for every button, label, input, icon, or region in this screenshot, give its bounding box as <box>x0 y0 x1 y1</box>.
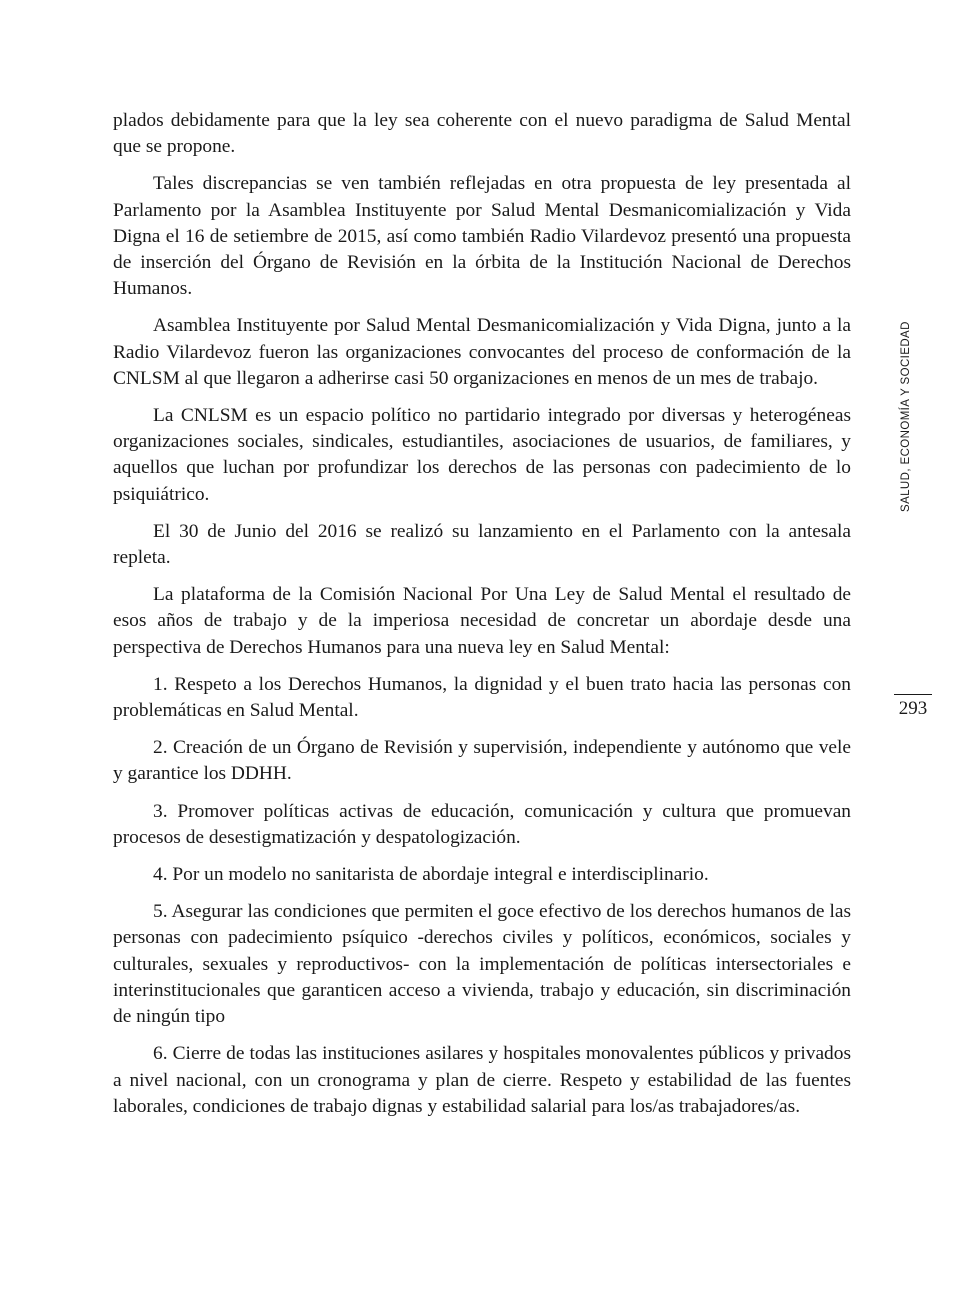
list-item-1: 1. Respeto a los Derechos Humanos, la dignidad y el buen trato hacia las personas con problemáticas en Salud Mental. <box>113 673 851 722</box>
page-number: 293 <box>894 694 932 720</box>
running-head: SALUD, ECONOMÍA Y SOCIEDAD <box>900 321 912 512</box>
list-item-3: 3. Promover políticas activas de educación, comunicación y cultura que promuevan procesos de desestigmatización y despatologización. <box>113 800 851 848</box>
paragraph-discrepancias: Tales discrepancias se ven también reflejadas en otra propuesta de ley presentada al Parlamento por la Asamblea Instituyente por Salud Mental Desmanicomialización y Vida Digna el 16 de setiembre de 2015, así como también Radio Vilardevoz presentó una propuesta de inserción del Órgano de Revisión en la órbita de la Institución Nacional de Derechos Humanos. <box>113 173 851 300</box>
paragraph-lanzamiento: El 30 de Junio del 2016 se realizó su lanzamiento en el Parlamento con la antesala repleta. <box>113 520 851 569</box>
list-item-2: 2. Creación de un Órgano de Revisión y supervisión, independiente y autónomo que vele y garantice los DDHH. <box>113 737 851 785</box>
list-item-6: 6. Cierre de todas las instituciones asilares y hospitales monovalentes públicos y privados a nivel nacional, con un cronograma y plan de cierre. Respeto y estabilidad de las fuentes laborales, condiciones de trabajo dignas y estabilidad salarial para los/as trabajadores/as. <box>113 1043 851 1117</box>
paragraph-asamblea: Asamblea Instituyente por Salud Mental Desmanicomialización y Vida Digna, junto a la Radio Vilardevoz fueron las organizaciones convocantes del proceso de conformación de la CNLSM al que llegaron a adherirse casi 50 organizaciones en menos de un mes de trabajo. <box>113 315 851 389</box>
paragraph-plataforma: La plataforma de la Comisión Nacional Por Una Ley de Salud Mental el resultado de esos años de trabajo y de la imperiosa necesidad de concretar un abordaje desde una perspectiva de Derechos Humanos para una nueva ley en Salud Mental: <box>113 584 851 658</box>
paragraph-cnlsm: La CNLSM es un espacio político no partidario integrado por diversas y heterogéneas organizaciones sociales, sindicales, estudiantiles, asociaciones de usuarios, de familiares, y aquellos que luchan por profundizar los derechos de las personas con padecimiento de lo psiquiátrico. <box>113 405 851 505</box>
list-item-4: 4. Por un modelo no sanitarista de abordaje integral e interdisciplinario. <box>153 864 709 886</box>
list-item-5: 5. Asegurar las condiciones que permiten el goce efectivo de los derechos humanos de las personas con padecimiento psíquico -derechos civiles y políticos, económicos, sociales y culturales, sexuales y reproductivos- con la implementación de políticas intersectoriales e interinstitucionales que garanticen acceso a vivienda, trabajo y educación, sin discriminación de ningún tipo <box>113 901 851 1028</box>
paragraph-continuation: plados debidamente para que la ley sea coherente con el nuevo paradigma de Salud Mental que se propone. <box>113 110 851 158</box>
page-body <box>113 108 851 1131</box>
